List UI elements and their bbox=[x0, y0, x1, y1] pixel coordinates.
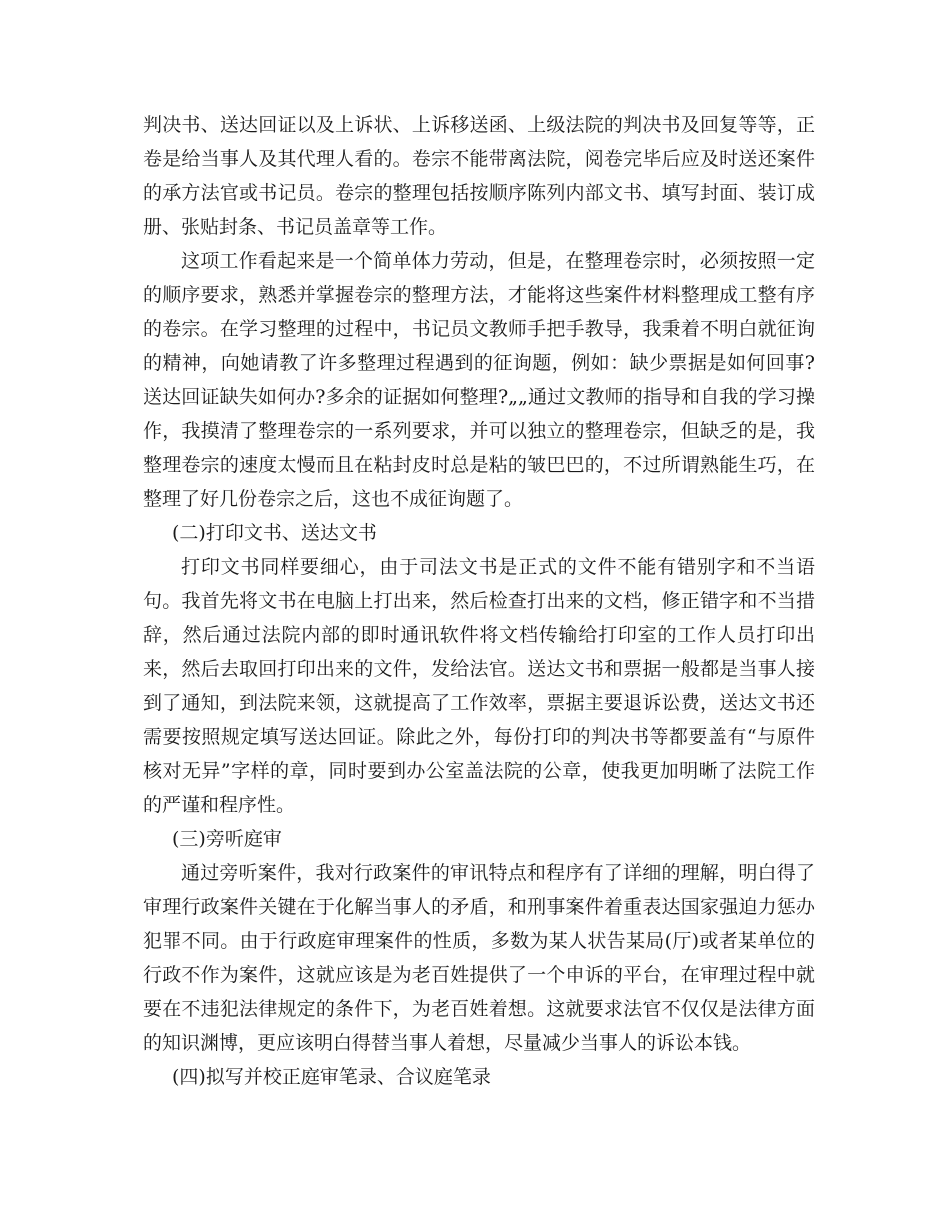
paragraph-court-hearing: 通过旁听案件，我对行政案件的审讯特点和程序有了详细的理解，明白得了审理行政案件关键在于化解当事人的矛盾，和刑事案件着重表达国家强迫力惩办犯罪不同。由于行政庭审理案件的性质，多数为某人状告某局(厅)或者某单位的行政不作为案件，这就应该是为老百姓提供了一个申诉的平台，在审理过程中就要在不违犯法律规定的条件下，为老百姓着想。这就要求法官不仅仅是法律方面的知识渊博，更应该明白得替当事人着想，尽量减少当事人的诉讼本钱。 bbox=[143, 862, 815, 1054]
section-heading-printing: (二)打印文书、送达文书 bbox=[172, 522, 377, 544]
paragraph-case-file-contents: 判决书、送达回证以及上诉状、上诉移送函、上级法院的判决书及回复等等，正卷是给当事人及其代理人看的。卷宗不能带离法院，阅卷完毕后应及时送还案件的承方法官或书记员。卷宗的整理包括按顺序陈列内部文书、填写封面、装订成册、张贴封条、书记员盖章等工作。 bbox=[143, 114, 815, 238]
paragraph-file-organizing: 这项工作看起来是一个简单体力劳动，但是，在整理卷宗时，必须按照一定的顺序要求，熟悉并掌握卷宗的整理方法，才能将这些案件材料整理成工整有序的卷宗。在学习整理的过程中，书记员文教师手把手教导，我秉着不明白就征询的精神，向她请教了许多整理过程遇到的征询题，例如：缺少票据是如何回事?送达回证缺失如何办?多余的证据如何整理?„„通过文教师的指导和自我的学习操作，我摸清了整理卷宗的一系列要求，并可以独立的整理卷宗，但缺乏的是，我整理卷宗的速度太慢而且在粘封皮时总是粘的皱巴巴的，不过所谓熟能生巧，在整理了好几份卷宗之后，这也不成征询题了。 bbox=[143, 250, 815, 510]
section-heading-court-hearing: (三)旁听庭审 bbox=[172, 828, 282, 850]
section-heading-transcripts: (四)拟写并校正庭审笔录、合议庭笔录 bbox=[172, 1066, 491, 1088]
document-body bbox=[143, 108, 815, 1094]
paragraph-printing-documents: 打印文书同样要细心，由于司法文书是正式的文件不能有错别字和不当语句。我首先将文书在电脑上打出来，然后检查打出来的文档，修正错字和不当措辞，然后通过法院内部的即时通讯软件将文档传输给打印室的工作人员打印出来，然后去取回打印出来的文件，发给法官。送达文书和票据一般都是当事人接到了通知，到法院来领，这就提高了工作效率，票据主要退诉讼费，送达文书还需要按照规定填写送达回证。除此之外，每份打印的判决书等都要盖有“与原件核对无异”字样的章，同时要到办公室盖法院的公章，使我更加明晰了法院工作的严谨和程序性。 bbox=[143, 556, 815, 816]
